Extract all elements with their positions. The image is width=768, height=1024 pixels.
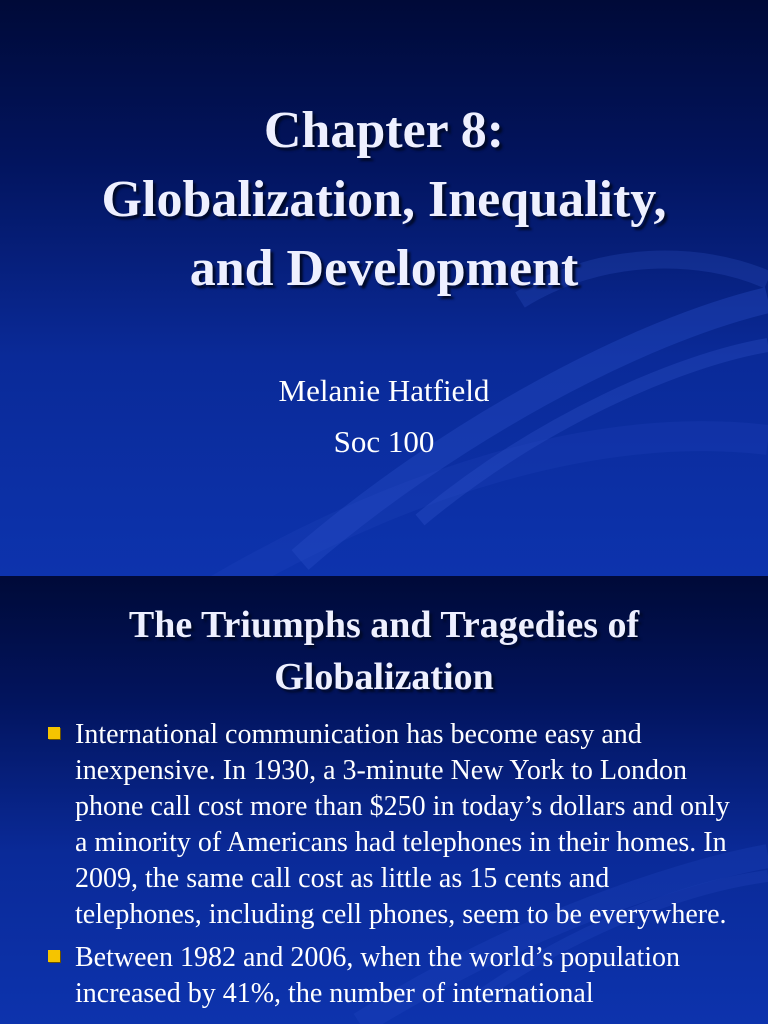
course-code: Soc 100 [333,424,435,459]
slide-title [0,96,768,303]
title-line: Globalization, Inequality, [101,171,667,228]
author-name: Melanie Hatfield [278,373,490,408]
bullet-list [0,717,768,1019]
slide-title [0,599,768,703]
title-line: The Triumphs and Tragedies of [128,604,640,646]
bullet-text: Between 1982 and 2006, when the world’s population increased by 41%, the number of international [75,942,681,1009]
bullet-item [0,717,768,933]
square-bullet-icon [48,950,60,962]
content-slide [0,576,768,1024]
bullet-text: International communication has become easy and inexpensive. In 1930, a 3-minute New York to London phone call cost more than $250 in today’s dollars and only a minority of Americans had telephones in their homes. In 2009, the same call cost as little as 15 cents and telephones, including cell phones, seem to be everywhere. [75,719,730,930]
square-bullet-icon [48,727,60,739]
title-line: Chapter 8: [263,102,505,159]
bullet-item [0,940,768,1012]
title-line: Globalization [274,656,494,698]
title-line: and Development [189,240,579,297]
